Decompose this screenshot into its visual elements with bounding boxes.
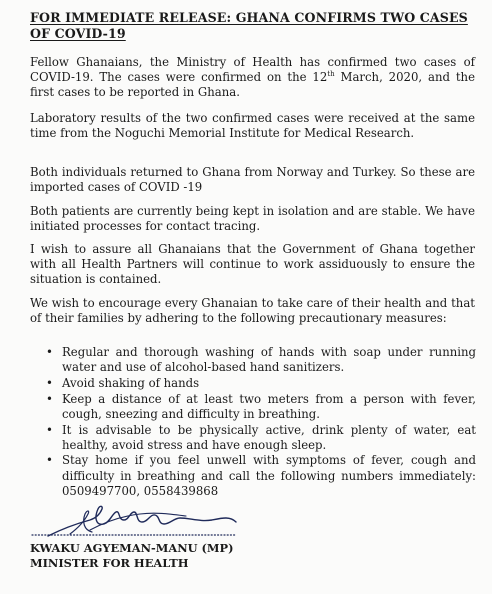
paragraph-encouragement: We wish to encourage every Ghanaian to take care of their health and that of their families by adhering to the following precautionary measures: xyxy=(30,296,475,326)
signatory-name: KWAKU AGYEMAN-MANU (MP) xyxy=(30,541,234,555)
paragraph-confirmation xyxy=(30,55,475,101)
bullet-icon: • xyxy=(46,453,53,468)
list-item xyxy=(44,423,476,453)
precautionary-measures-list xyxy=(44,345,476,500)
signature-stroke xyxy=(48,506,236,536)
bullet-icon: • xyxy=(46,375,53,390)
list-item xyxy=(44,453,476,499)
handwritten-signature xyxy=(30,500,250,542)
measure-text: Avoid shaking of hands xyxy=(62,375,200,390)
list-item xyxy=(44,376,476,391)
press-release-headline: FOR IMMEDIATE RELEASE: GHANA CONFIRMS TWO CASES OF COVID-19 xyxy=(30,10,468,41)
paragraph-confirmation-text: Fellow Ghanaians, the Ministry of Health has confirmed two cases of COVID-19. The cases were confirmed on the 12 xyxy=(30,55,475,85)
bullet-icon: • xyxy=(46,391,53,406)
bullet-icon: • xyxy=(46,422,53,437)
ordinal-suffix: th xyxy=(327,70,335,79)
bullet-icon: • xyxy=(46,345,53,359)
paragraph-assurance: I wish to assure all Ghanaians that the Government of Ghana together with all Health Partners will continue to work assiduously to ensure the situation is contained. xyxy=(30,242,475,287)
paragraph-confirmation-text-end: March, 2020, and the first cases to be reported in Ghana. xyxy=(30,70,475,100)
measure-text: It is advisable to be physically active, drink plenty of water, eat healthy, avoid stress and have enough sleep. xyxy=(62,422,476,452)
list-item xyxy=(44,345,476,375)
measure-text: Stay home if you feel unwell with symptoms of fever, cough and difficulty in breathing and call the following numbers immediately: 0509497700, 0558439868 xyxy=(62,453,476,498)
measure-text: Regular and thorough washing of hands with soap under running water and use of alcohol-based hand sanitizers. xyxy=(62,345,476,375)
paragraph-laboratory-results: Laboratory results of the two confirmed cases were received at the same time from the Noguchi Memorial Institute for Medical Research. xyxy=(30,111,475,141)
list-item xyxy=(44,392,476,422)
paragraph-isolation: Both patients are currently being kept in isolation and are stable. We have initiated processes for contact tracing. xyxy=(30,204,475,234)
paragraph-imported-cases: Both individuals returned to Ghana from Norway and Turkey. So these are imported cases of COVID -19 xyxy=(30,165,475,195)
measure-text: Keep a distance of at least two meters from a person with fever, cough, sneezing and difficulty in breathing. xyxy=(62,391,476,421)
signatory-title: MINISTER FOR HEALTH xyxy=(30,556,189,570)
